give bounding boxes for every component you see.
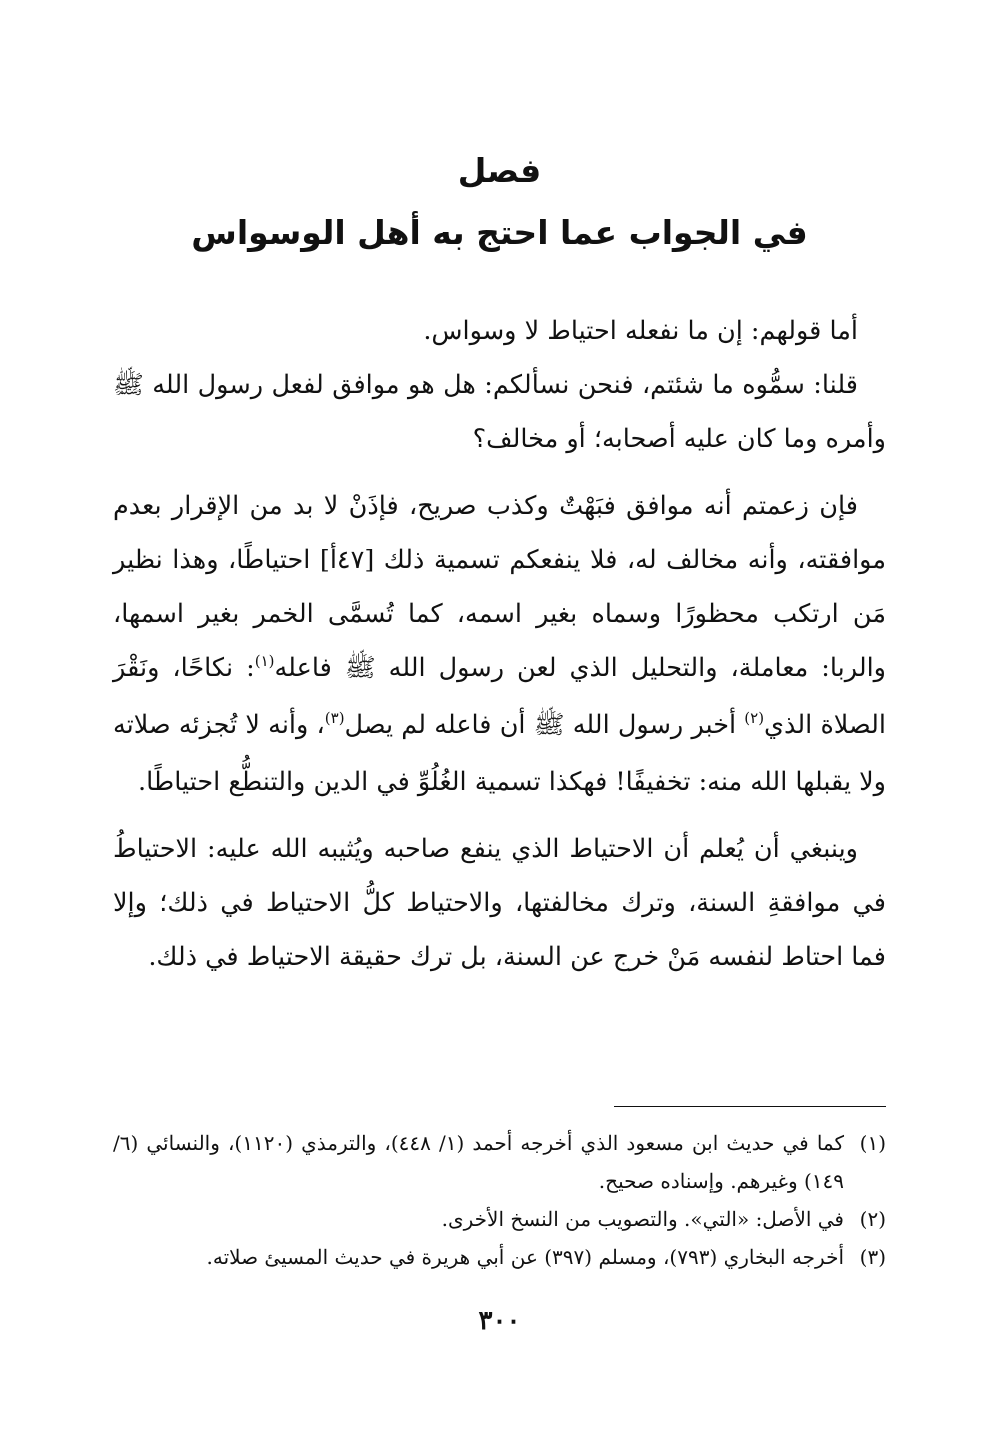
footnote-1: [113, 1124, 886, 1200]
paragraph-2: قلنا: سمُّوه ما شئتم، فنحن نسألكم: هل هو موافق لفعل رسول الله ﷺ وأمره وما كان عليه أصحابه؛ أو مخالف؟: [113, 370, 886, 454]
footnote-text: أخرجه البخاري (٧٩٣)، ومسلم (٣٩٧) عن أبي هريرة في حديث المسيئ صلاته.: [206, 1245, 844, 1269]
paragraph-1: أما قولهم: إن ما نفعله احتياط لا وسواس.: [423, 316, 858, 346]
footnote-number: (٢): [859, 1207, 886, 1231]
footnotes: [113, 1124, 886, 1276]
heading-section-title: فصل: [457, 151, 542, 190]
footnote-number: (١): [859, 1131, 886, 1155]
paragraph-3: [113, 479, 886, 809]
paragraph-3-part-d: ، وأنه لا تُجزئه صلاته ولا يقبلها الله منه: تخفيفًا! فهكذا تسمية الغُلُوِّ في الدين والتنطُّع احتياطًا.: [113, 710, 886, 797]
footnote-text: كما في حديث ابن مسعود الذي أخرجه أحمد (١/ ٤٤٨)، والترمذي (١١٢٠)، والنسائي (٦/ ١٤٩) وغيرهم. وإسناده صحيح.: [113, 1131, 844, 1193]
footnote-text: في الأصل: «التي». والتصويب من النسخ الأخرى.: [441, 1207, 844, 1231]
heading-section-subtitle: في الجواب عما احتج به أهل الوسواس: [191, 213, 808, 252]
footnote-divider: [614, 1106, 886, 1107]
chapter-heading: [100, 140, 899, 264]
footnote-3: [113, 1238, 886, 1276]
footnote-ref-3: (٣): [324, 709, 345, 727]
footnote-ref-2: (٢): [744, 709, 765, 727]
page-number: ٣٠٠: [478, 1306, 521, 1336]
paragraph-3-part-b: : نكاحًا، ونَقْرَ الصلاة الذي: [113, 653, 886, 740]
footnote-number: (٣): [859, 1245, 886, 1269]
footnote-2: [113, 1200, 886, 1238]
main-text: [113, 304, 886, 997]
footnote-ref-1: (١): [254, 652, 275, 670]
paragraph-4: وينبغي أن يُعلم أن الاحتياط الذي ينفع صاحبه ويُثيبه الله عليه: الاحتياطُ في موافقةِ السنة، وترك مخالفتها، والاحتياط كلُّ الاحتياط في ذلك؛ وإلا فما احتاط لنفسه مَنْ خرج عن السنة، بل ترك حقيقة الاحتياط في ذلك.: [113, 834, 886, 972]
paragraph-3-part-a: فإن زعمتم أنه موافق فبَهْتٌ وكذب صريح، فإذَنْ لا بد من الإقرار بعدم موافقته، وأنه مخالف له، فلا ينفعكم تسمية ذلك [٤٧أ] احتياطًا، وهذا نظير مَن ارتكب محظورًا وسماه بغير اسمه، كما تُسمَّى الخمر بغير اسمها، والربا: معاملة، والتحليل الذي لعن رسول الله ﷺ فاعله: [113, 491, 886, 683]
paragraph-3-part-c: أخبر رسول الله ﷺ أن فاعله لم يصل: [344, 710, 745, 740]
